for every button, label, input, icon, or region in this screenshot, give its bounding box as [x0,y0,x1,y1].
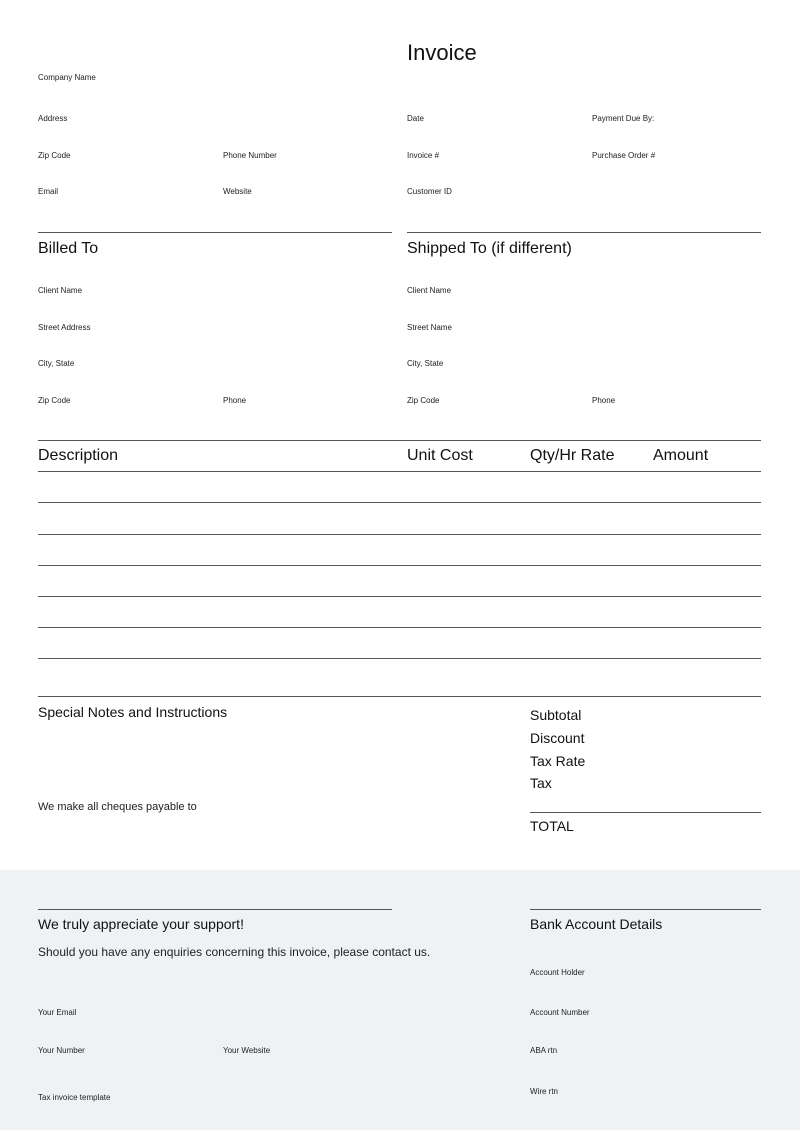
date-field[interactable]: Date [407,114,424,123]
purchase-order-field[interactable]: Purchase Order # [592,151,656,160]
company-email-field[interactable]: Email [38,187,59,196]
subtotal-label: Subtotal [530,707,582,723]
your-number-field[interactable]: Your Number [38,1046,85,1055]
table-row[interactable] [38,658,761,659]
billed-city-state-field[interactable]: City, State [38,359,75,368]
column-header-qty-rate: Qty/Hr Rate [530,447,615,464]
customer-id-field[interactable]: Customer ID [407,187,452,196]
company-zip-field[interactable]: Zip Code [38,151,71,160]
aba-rtn-field[interactable]: ABA rtn [530,1046,558,1055]
cheques-payable-text: We make all cheques payable to [38,801,197,813]
table-row[interactable] [38,502,761,503]
total-label: TOTAL [530,818,574,834]
column-header-amount: Amount [653,447,709,464]
billed-zip-field[interactable]: Zip Code [38,396,71,405]
bank-details-heading: Bank Account Details [530,916,663,932]
thanks-heading: We truly appreciate your support! [38,916,244,932]
billed-divider [38,232,392,233]
account-holder-field[interactable]: Account Holder [530,968,585,977]
tax-label: Tax [530,775,552,791]
shipped-divider [407,232,761,233]
table-row[interactable] [38,596,761,597]
table-bottom-rule [38,696,761,697]
billed-client-name-field[interactable]: Client Name [38,286,83,295]
shipped-to-heading: Shipped To (if different) [407,240,572,257]
table-row[interactable] [38,565,761,566]
billed-street-field[interactable]: Street Address [38,323,91,332]
column-header-description: Description [38,447,119,464]
shipped-street-field[interactable]: Street Name [407,323,452,332]
account-number-field[interactable]: Account Number [530,1008,590,1017]
footer-left-divider [38,909,392,910]
table-row[interactable] [38,534,761,535]
billed-phone-field[interactable]: Phone [223,396,247,405]
template-note: Tax invoice template [38,1093,111,1102]
shipped-phone-field[interactable]: Phone [592,396,616,405]
payment-due-field[interactable]: Payment Due By: [592,114,655,123]
table-top-rule [38,440,761,441]
discount-label: Discount [530,730,585,746]
your-website-field[interactable]: Your Website [223,1046,271,1055]
company-address-field[interactable]: Address [38,114,68,123]
your-email-field[interactable]: Your Email [38,1008,77,1017]
company-phone-field[interactable]: Phone Number [223,151,277,160]
company-name-field[interactable]: Company Name [38,73,96,82]
company-website-field[interactable]: Website [223,187,252,196]
table-row[interactable] [38,627,761,628]
table-header-rule [38,471,761,472]
invoice-title: Invoice [407,40,477,65]
enquiries-text: Should you have any enquiries concerning this invoice, please contact us. [38,945,431,959]
total-divider [530,812,761,813]
wire-rtn-field[interactable]: Wire rtn [530,1087,558,1096]
column-header-unit-cost: Unit Cost [407,447,473,464]
special-notes-heading: Special Notes and Instructions [38,704,228,720]
billed-to-heading: Billed To [38,240,99,257]
invoice-number-field[interactable]: Invoice # [407,151,440,160]
shipped-city-state-field[interactable]: City, State [407,359,444,368]
shipped-client-name-field[interactable]: Client Name [407,286,452,295]
shipped-zip-field[interactable]: Zip Code [407,396,440,405]
tax-rate-label: Tax Rate [530,753,586,769]
footer-right-divider [530,909,761,910]
